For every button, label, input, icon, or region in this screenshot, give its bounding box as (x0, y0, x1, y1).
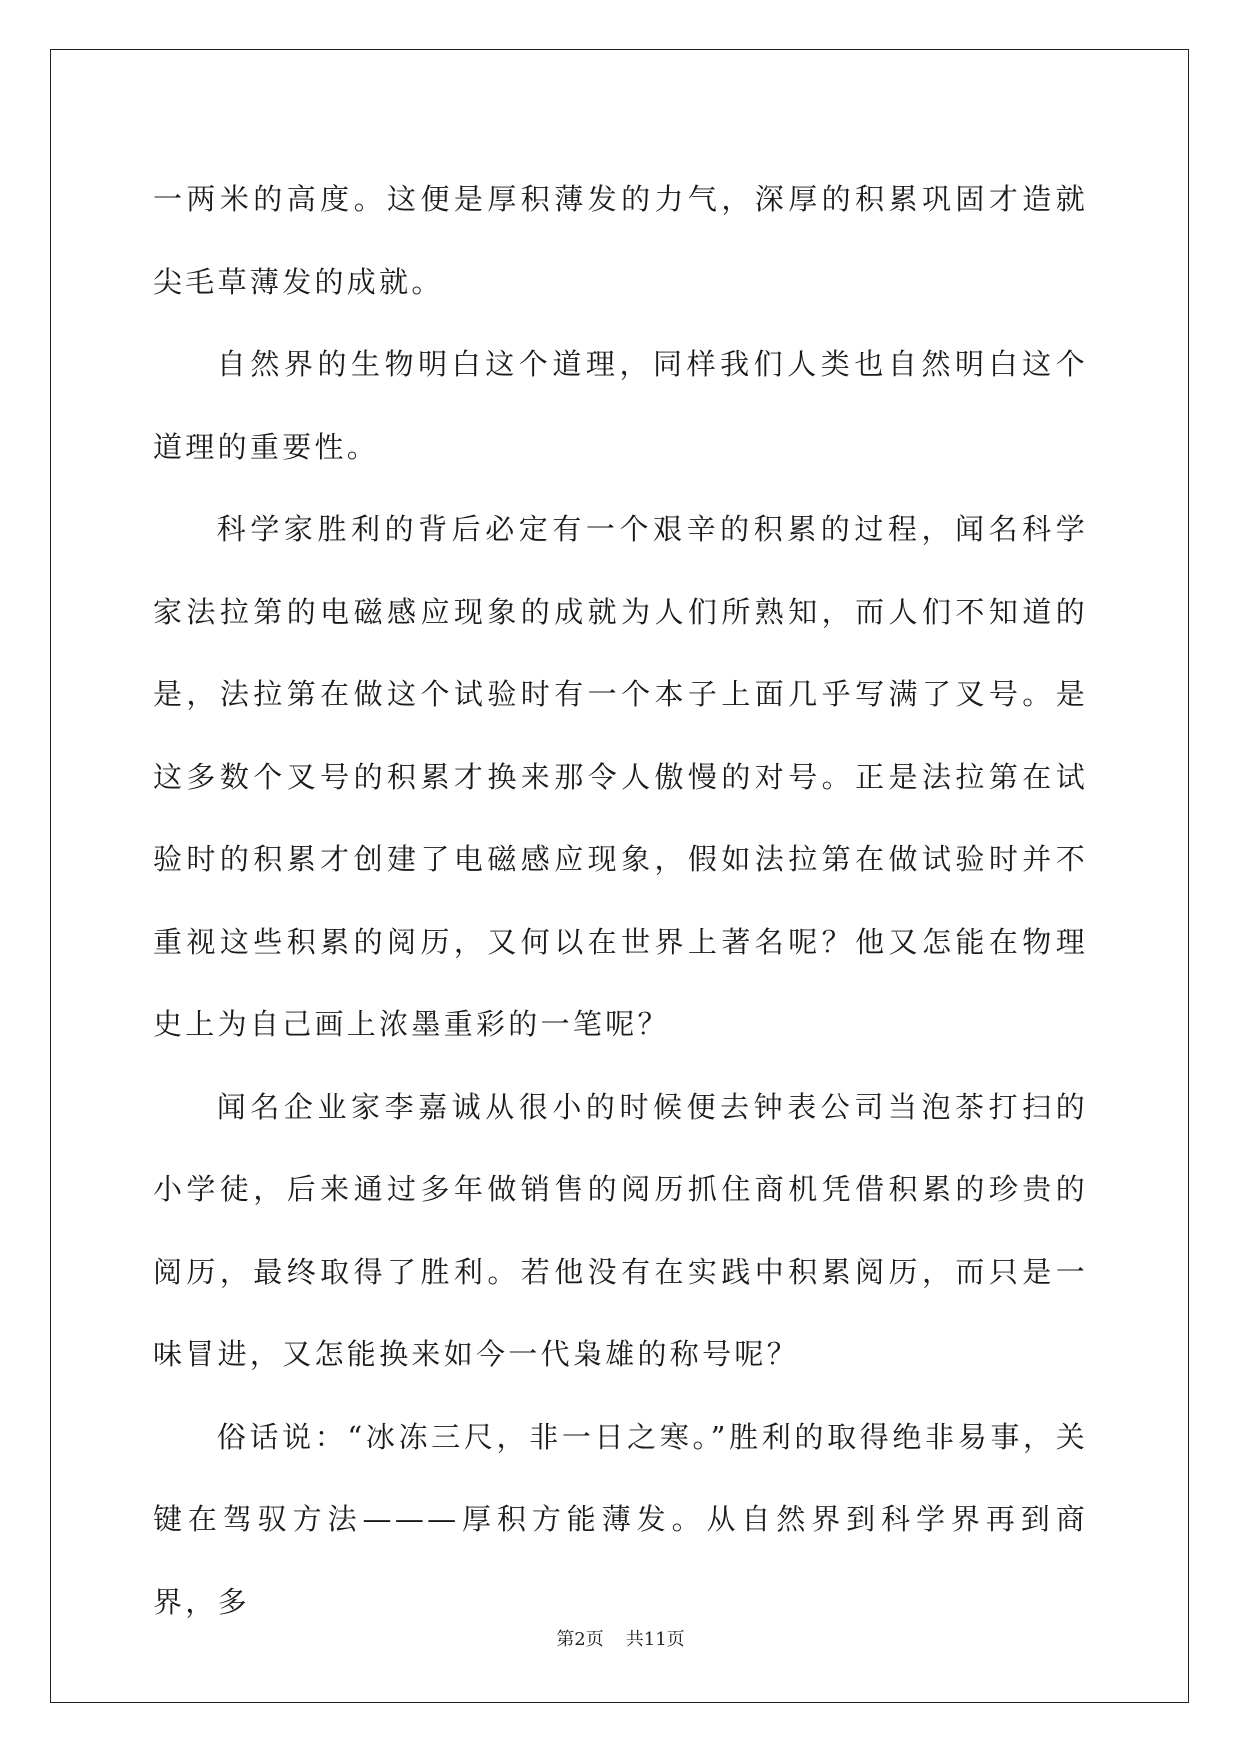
total-pages: 共11页 (625, 1629, 685, 1650)
paragraph: 自然界的生物明白这个道理，同样我们人类也自然明白这个道理的重要性。 (153, 347, 1088, 464)
paragraph: 闻名企业家李嘉诚从很小的时候便去钟表公司当泡茶打扫的小学徒，后来通过多年做销售的阅历抓住商机凭借积累的珍贵的阅历，最终取得了胜利。若他没有在实践中积累阅历，而只是一味冒进，又怎能换来如今一代枭雄的称号呢？ (153, 1089, 1088, 1371)
paragraph: 一两米的高度。这便是厚积薄发的力气，深厚的积累巩固才造就尖毛草薄发的成就。 (153, 182, 1088, 299)
paragraph: 科学家胜利的背后必定有一个艰辛的积累的过程，闻名科学家法拉第的电磁感应现象的成就为人们所熟知，而人们不知道的是，法拉第在做这个试验时有一个本子上面几乎写满了叉号。是这多数个叉号的积累才换来那令人傲慢的对号。正是法拉第在试验时的积累才创建了电磁感应现象，假如法拉第在做试验时并不重视这些积累的阅历，又何以在世界上著名呢？他又怎能在物理史上为自己画上浓墨重彩的一笔呢？ (153, 512, 1088, 1041)
paragraph: 俗话说：“冰冻三尺，非一日之寒。”胜利的取得绝非易事，关键在驾驭方法———厚积方能薄发。从自然界到科学界再到商界，多 (153, 1419, 1088, 1619)
page-footer (0, 1625, 1241, 1651)
page-number: 第2页 (556, 1629, 604, 1650)
document-body (153, 158, 1088, 1643)
